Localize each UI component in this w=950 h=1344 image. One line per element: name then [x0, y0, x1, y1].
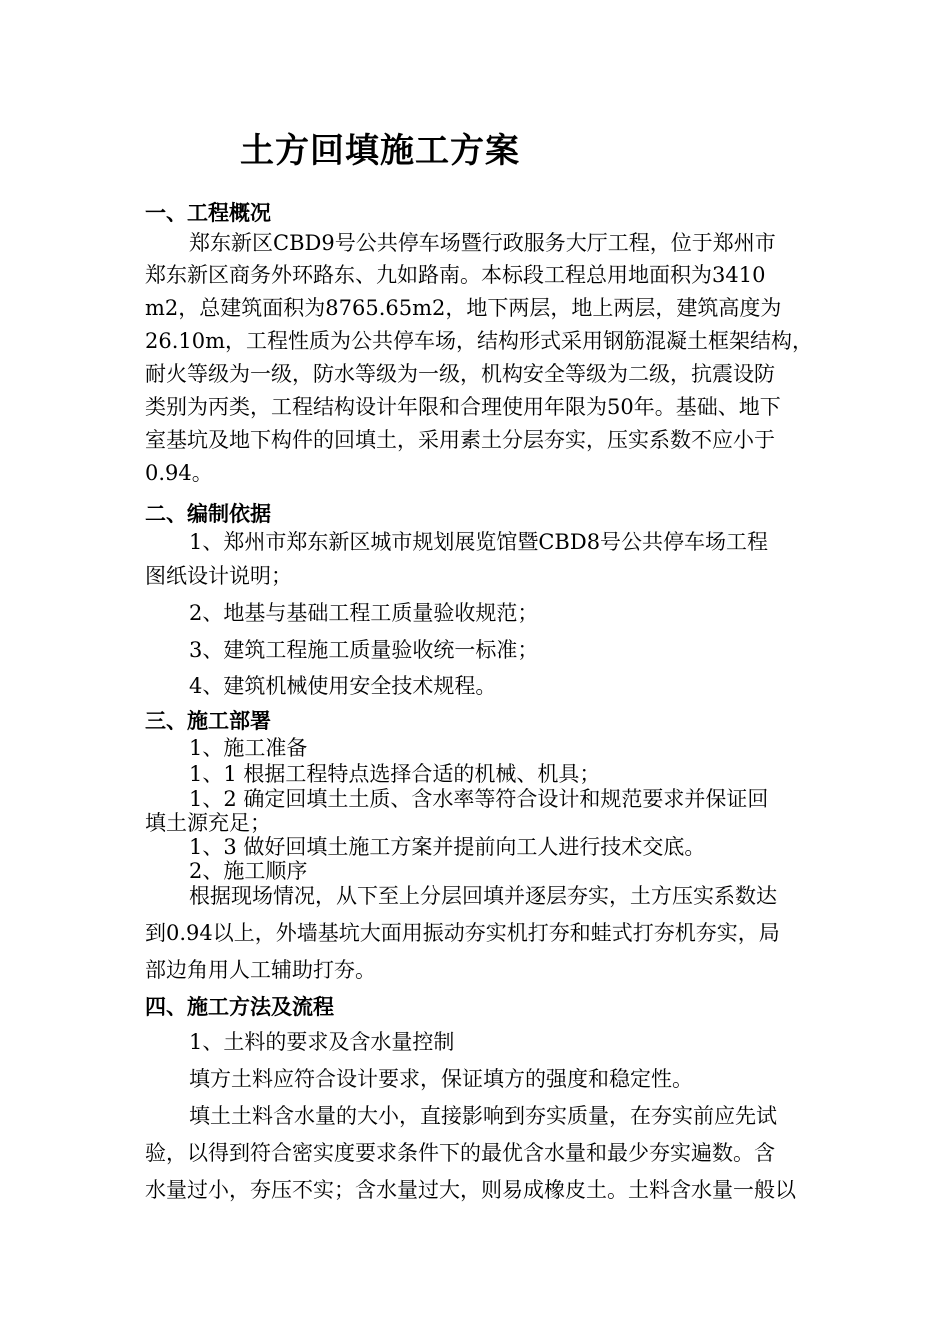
list-item: 1、2 确定回填土土质、含水率等符合设计和规范要求并保证回: [189, 787, 769, 811]
list-item: 4、建筑机械使用安全技术规程。: [189, 674, 497, 698]
paragraph-line: 郑东新区CBD9号公共停车场暨行政服务大厅工程，位于郑州市: [189, 231, 776, 255]
paragraph-line: 类别为丙类，工程结构设计年限和合理使用年限为50年。基础、地下: [145, 395, 781, 419]
paragraph-line: 郑东新区商务外环路东、九如路南。本标段工程总用地面积为3410: [145, 263, 766, 287]
section-heading-method: 四、施工方法及流程: [145, 994, 334, 1019]
list-item: 2、地基与基础工程工质量验收规范；: [189, 601, 539, 625]
section-heading-deployment: 三、施工部署: [145, 708, 271, 733]
section-heading-basis: 二、编制依据: [145, 501, 271, 526]
subsection-heading: 1、施工准备: [189, 736, 308, 760]
paragraph-line: 填土土料含水量的大小，直接影响到夯实质量，在夯实前应先试: [189, 1104, 777, 1128]
list-item-continuation: 图纸设计说明；: [145, 564, 292, 588]
subsection-heading: 1、土料的要求及含水量控制: [189, 1030, 455, 1054]
paragraph-line: 水量过小，夯压不实；含水量过大，则易成橡皮土。土料含水量一般以: [145, 1178, 796, 1202]
paragraph-line: 部边角用人工辅助打夯。: [145, 958, 376, 982]
list-item: 1、郑州市郑东新区城市规划展览馆暨CBD8号公共停车场工程: [189, 530, 769, 554]
list-item-continuation: 填土源充足；: [145, 811, 271, 835]
list-item: 3、建筑工程施工质量验收统一标准；: [189, 638, 539, 662]
subsection-heading: 2、施工顺序: [189, 859, 308, 883]
paragraph-line: 验，以得到符合密实度要求条件下的最优含水量和最少夯实遍数。含: [145, 1141, 775, 1165]
paragraph-line: 填方土料应符合设计要求，保证填方的强度和稳定性。: [189, 1067, 693, 1091]
paragraph-line: m2，总建筑面积为8765.65m2，地下两层，地上两层，建筑高度为: [145, 296, 782, 320]
paragraph-line: 耐火等级为一级，防水等级为一级，机构安全等级为二级，抗震设防: [145, 362, 775, 386]
paragraph-line: 到0.94以上，外墙基坑大面用振动夯实机打夯和蛙式打夯机夯实，局: [145, 921, 780, 945]
paragraph-line: 根据现场情况，从下至上分层回填并逐层夯实，土方压实系数达: [189, 884, 777, 908]
paragraph-line: 室基坑及地下构件的回填土，采用素土分层夯实，压实系数不应小于: [145, 428, 775, 452]
paragraph-line: 26.10m，工程性质为公共停车场，结构形式采用钢筋混凝土框架结构，: [145, 329, 814, 353]
document-title: 土方回填施工方案: [240, 131, 520, 171]
list-item: 1、1 根据工程特点选择合适的机械、机具；: [189, 762, 601, 786]
list-item: 1、3 做好回填土施工方案并提前向工人进行技术交底。: [189, 835, 706, 859]
section-heading-overview: 一、工程概况: [145, 200, 271, 225]
paragraph-line: 0.94。: [145, 461, 213, 485]
